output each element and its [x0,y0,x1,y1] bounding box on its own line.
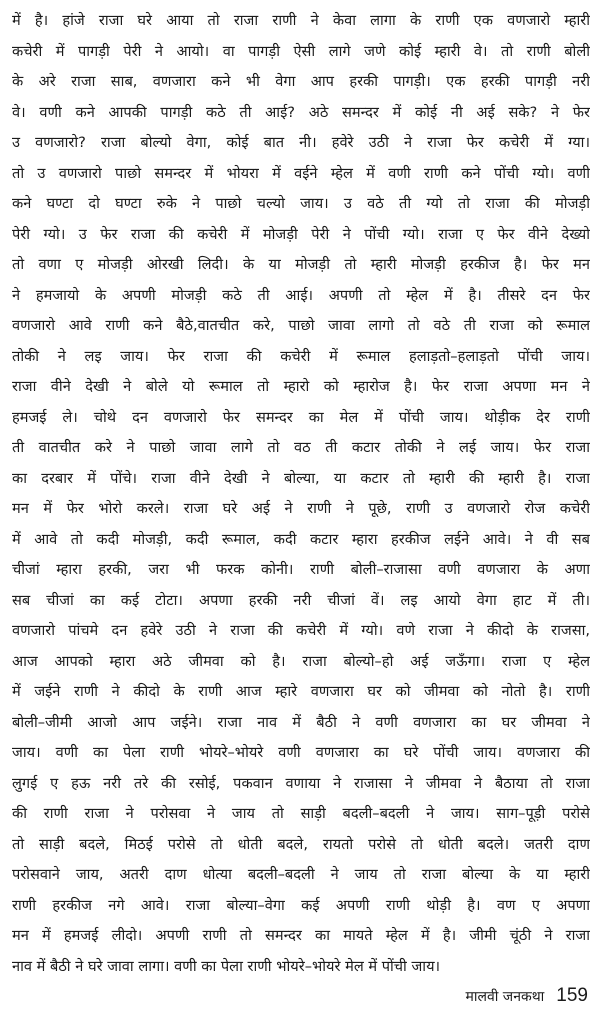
book-title: मालवी जनकथा [465,989,545,1005]
text-line: में जईने राणी ने कीदो के राणी आज म्हारे वणजारा घर को जीमवा को नोतो है। राणी [12,683,590,700]
story-text [12,6,590,982]
text-line: में है। हांजे राजा घरे आया तो राजा राणी ने केवा लागा के राणी एक वणजारो म्हारी [12,12,590,29]
text-line: कने घण्टा दो घण्टा रुके ने पाछो चल्यो जाय। उ वठे ती ग्यो तो राजा की मोजड़ी [12,195,590,212]
text-line: उ वणजारो? राजा बोल्यो वेगा, कोई बात नी। हवेरे उठी ने राजा फेर कचेरी में ग्या। [12,134,590,151]
text-line: जाय। वणी का पेला राणी भोयरे–भोयरे वणी वणजारा का घरे पोंची जाय। वणजारा की [12,744,590,761]
text-line: वणजारो पांचमे दन हवेरे उठी ने राजा की कचेरी में ग्यो। वणे राजा ने कीदो के राजसा, [12,622,590,639]
text-line: पेरी ग्यो। उ फेर राजा की कचेरी में मोजड़ी पेरी ने पोंची ग्यो। राजा ए फेर वीने देख्यो [12,225,590,243]
text-line: परोसवाने जाय, अतरी दाण धोत्या बदली–बदली ने जाय तो राजा बोल्या के या म्हारी [12,866,590,883]
text-line: राजा वीने देखी ने बोले यो रूमाल तो म्हारो को म्हारोज है। फेर राजा अपणा मन ने [12,378,590,395]
text-line: मन में हमजई लीदो। अपणी राणी तो समन्दर का मायते म्हेल में है। जीमी चूंठी ने राजा [12,927,590,944]
text-line: आज आपको म्हारा अठे जीमवा को है। राजा बोल्यो–हो अई जऊँगा। राजा ए म्हेल [12,652,590,670]
text-line: राणी हरकीज नगे आवे। राजा बोल्या–वेगा कई अपणी राणी थोड़ी है। वण ए अपणा [12,896,590,914]
text-line: वे। वणी कने आपकी पागड़ी कठे ती आई? अठे समन्दर में कोई नी अई सके? ने फेर [12,103,590,121]
text-line: तो उ वणजारो पाछो समन्दर में भोयरा में वईने म्हेल में वणी राणी कने पोंची ग्यो। वणी [12,164,590,182]
text-line: हमजई ले। चोथे दन वणजारो फेर समन्दर का मेल में पोंची जाय। थोड़ीक देर राणी [12,408,590,426]
text-line: ने हमजायो के अपणी मोजड़ी कठे ती आई। अपणी तो म्हेल में है। तीसरे दन फेर [12,286,590,304]
text-line: के अरे राजा साब, वणजारा कने भी वेगा आप हरकी पागड़ी। एक हरकी पागड़ी नरी [12,73,590,90]
text-line: कचेरी में पागड़ी पेरी ने आयो। वा पागड़ी ऐसी लागे जणे कोई म्हारी वे। तो राणी बोली [12,42,590,60]
text-line: में आवे तो कदी मोजड़ी, कदी रूमाल, कदी कटार म्हारा हरकीज लईने आवे। ने वी सब [12,530,590,548]
text-line: तो वणा ए मोजड़ी ओरखी लिदी। के या मोजड़ी तो म्हारी मोजड़ी हरकीज है। फेर मन [12,256,590,273]
text-line: बोली–जीमी आजो आप जईने। राजा नाव में बैठी ने वणी वणजारा का घर जीमवा ने [12,713,590,731]
text-line: लुगई ए हऊ नरी तरे की रसोई, पकवान वणाया ने राजासा ने जीमवा ने बैठाया तो राजा [12,774,590,792]
text-line: की राणी राजा ने परोसवा ने जाय तो साड़ी बदली–बदली ने जाय। साग–पूड़ी परोसे [12,805,590,822]
text-line: नाव में बैठी ने घरे जावा लागा। वणी का पेला राणी भोयरे–भोयरे मेल में पोंची जाय। [12,957,441,975]
page-number: 159 [556,985,588,1006]
text-line: चीजां म्हारा हरकी, जरा भी फरक कोनी। राणी बोली–राजासा वणी वणजारा के अणा [12,561,590,578]
text-line: सब चीजां का कई टोटा। अपणा हरकी नरी चीजां वें। लइ आयो वेगा हाट में ती। [12,591,590,609]
text-line: ती वातचीत करे ने पाछो जावा लागे तो वठ ती कटार तोकी ने लई जाय। फेर राजा [12,439,590,456]
text-line: का दरबार में पोंचे। राजा वीने देखी ने बोल्या, या कटार तो म्हारी की म्हारी है। राजा [12,469,590,487]
page-footer [465,985,588,1007]
text-line: मन में फेर भोरो करले। राजा घरे अई ने राणी ने पूछे, राणी उ वणजारो रोज कचेरी [12,500,590,517]
text-line: तो साड़ी बदले, मिठई परोसे तो धोती बदले, रायतो परोसे तो धोती बदले। जतरी दाण [12,835,590,853]
text-line: वणजारो आवे राणी कने बैठे,वातचीत करे, पाछो जावा लागो तो वठे ती राजा को रूमाल [12,317,590,334]
text-line: तोकी ने लइ जाय। फेर राजा की कचेरी में रूमाल हलाड़तो–हलाड़तो पोंची जाय। [12,347,590,365]
